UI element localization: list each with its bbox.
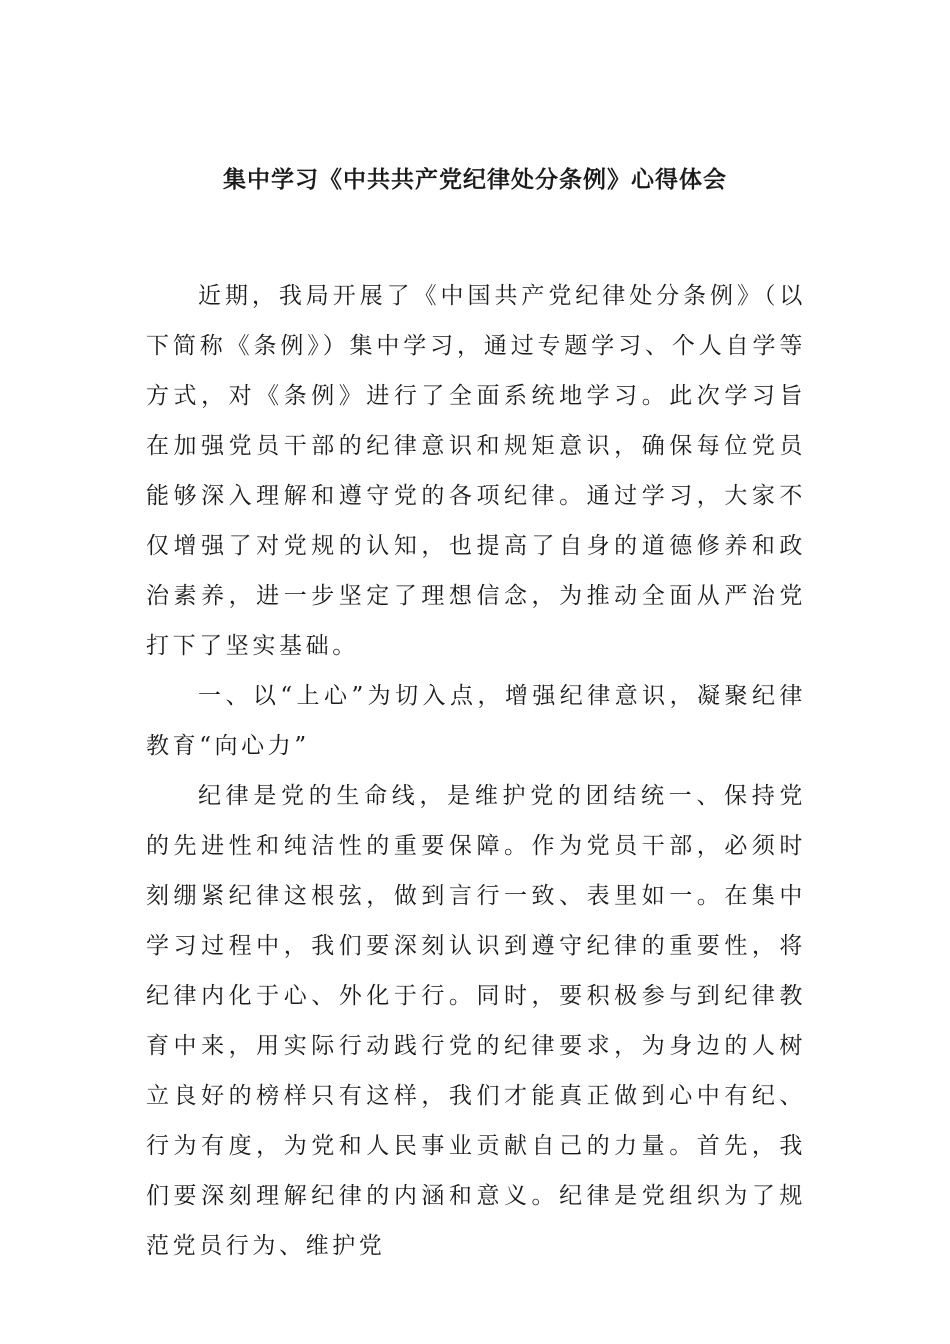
document-title: 集中学习《中共共产党纪律处分条例》心得体会	[223, 167, 727, 193]
intro-paragraph: 近期，我局开展了《中国共产党纪律处分条例》（以下简称《条例》）集中学习，通过专题学习、个人自学等方式，对《条例》进行了全面系统地学习。此次学习旨在加强党员干部的纪律意识和规矩意识，确保每位党员能够深入理解和遵守党的各项纪律。通过学习，大家不仅增强了对党规的认知，也提高了自身的道德修养和政治素养，进一步坚定了理想信念，为推动全面从严治党打下了坚实基础。	[146, 283, 806, 659]
section-heading-1: 一、以“上心”为切入点，增强纪律意识，凝聚纪律教育“向心力”	[146, 683, 806, 759]
document-body	[146, 271, 806, 1271]
body-paragraph: 纪律是党的生命线，是维护党的团结统一、保持党的先进性和纯洁性的重要保障。作为党员干部，必须时刻绷紧纪律这根弦，做到言行一致、表里如一。在集中学习过程中，我们要深刻认识到遵守纪律的重要性，将纪律内化于心、外化于行。同时，要积极参与到纪律教育中来，用实际行动践行党的纪律要求，为身边的人树立良好的榜样只有这样，我们才能真正做到心中有纪、行为有度，为党和人民事业贡献自己的力量。首先，我们要深刻理解纪律的内涵和意义。纪律是党组织为了规范党员行为、维护党	[146, 783, 806, 1259]
